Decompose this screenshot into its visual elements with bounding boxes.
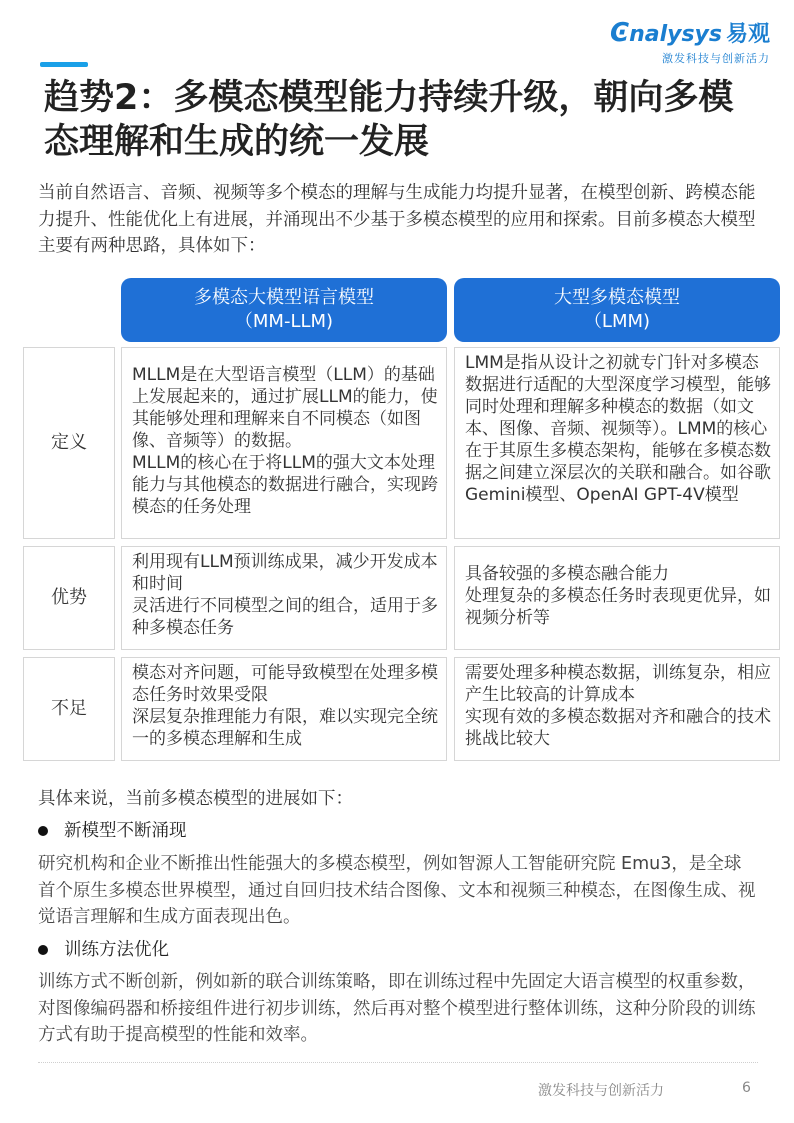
bullet-heading-new-models: 新模型不断涌现	[38, 818, 187, 844]
page-title: 趋势2：多模态模型能力持续升级，朝向多模态理解和生成的统一发展	[44, 78, 734, 162]
footer-divider	[38, 1062, 758, 1063]
definition-lmm: LMM是指从设计之初就专门针对多模态数据进行适配的大型深度学习模型，能够同时处理和理解多种模态的数据（如文本、图像、音频、视频等）。LMM的核心在于其原生多模态架构，能够在多模态数据之间建立深层次的关联和融合。如谷歌Gemini模型、OpenAI GPT-4V模型	[454, 347, 780, 539]
advantage-mm-llm: 利用现有LLM预训练成果，减少开发成本和时间 灵活进行不同模型之间的组合，适用于多种多模态任务	[121, 546, 447, 650]
bullet-dot-icon	[38, 945, 48, 955]
row-label-advantage: 优势	[23, 546, 115, 650]
definition-mm-llm: MLLM是在大型语言模型（LLM）的基础上发展起来的，通过扩展LLM的能力，使其能够处理和理解来自不同模态（如图像、音频等）的数据。 MLLM的核心在于将LLM的强大文本处理能力与其他模态的数据进行融合，实现跨模态的任务处理	[121, 347, 447, 539]
title-accent-bar	[40, 62, 88, 67]
bullet-dot-icon	[38, 826, 48, 836]
row-label-definition: 定义	[23, 347, 115, 539]
footer-tagline: 激发科技与创新活力	[538, 1083, 664, 1099]
logo-tagline: 激发科技与创新活力	[662, 52, 770, 65]
progress-intro: 具体来说，当前多模态模型的进展如下：	[38, 789, 353, 809]
advantage-lmm: 具备较强的多模态融合能力 处理复杂的多模态任务时表现更优异，如视频分析等	[454, 546, 780, 650]
weakness-mm-llm: 模态对齐问题，可能导致模型在处理多模态任务时效果受限 深层复杂推理能力有限，难以实现完全统一的多模态理解和生成	[121, 657, 447, 761]
brand-logo	[610, 20, 770, 66]
intro-paragraph: 当前自然语言、音频、视频等多个模态的理解与生成能力均提升显著，在模型创新、跨模态能力提升、性能优化上有进展，并涌现出不少基于多模态模型的应用和探索。目前多模态大模型主要有两种思路，具体如下：	[38, 183, 756, 256]
table-header-mm-llm: 多模态大模型语言模型 （MM-LLM)	[121, 278, 447, 342]
row-label-weakness: 不足	[23, 657, 115, 761]
bullet-text-training: 训练方式不断创新，例如新的联合训练策略，即在训练过程中先固定大语言模型的权重参数，对图像编码器和桥接组件进行初步训练，然后再对整个模型进行整体训练，这种分阶段的训练方式有助于提高模型的性能和效率。	[38, 972, 756, 1045]
bullet-text-new-models: 研究机构和企业不断推出性能强大的多模态模型，例如智源人工智能研究院 Emu3，是全球首个原生多模态世界模型，通过自回归技术结合图像、文本和视频三种模态，在图像生成、视觉语言理解和生成方面表现出色。	[38, 854, 756, 927]
logo-wordmark: Ͼnalysys 易观	[609, 18, 770, 48]
weakness-lmm: 需要处理多种模态数据，训练复杂，相应产生比较高的计算成本 实现有效的多模态数据对齐和融合的技术挑战比较大	[454, 657, 780, 761]
bullet-heading-training: 训练方法优化	[38, 937, 169, 963]
table-header-lmm: 大型多模态模型 （LMM)	[454, 278, 780, 342]
page-number: 6	[742, 1080, 751, 1096]
